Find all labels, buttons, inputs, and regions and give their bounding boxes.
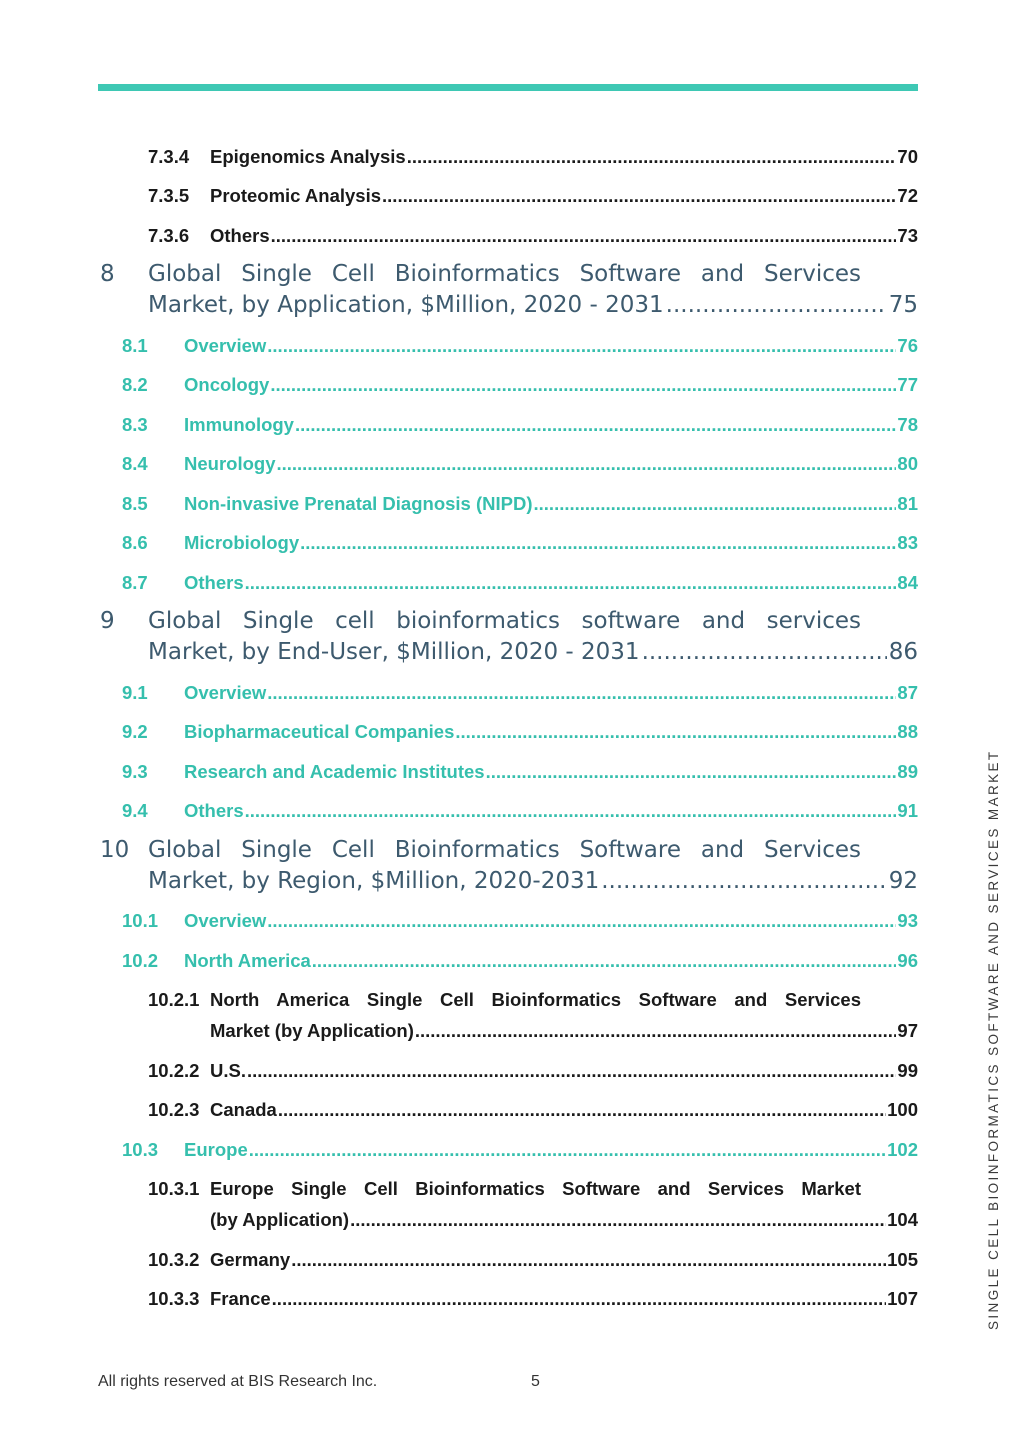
dot-leader: [382, 185, 896, 207]
entry-title-line1: Europe Single Cell Bioinformatics Software and Services Market: [210, 1178, 861, 1199]
entry-title-line2-text: (by Application): [210, 1209, 350, 1230]
entry-number: 10.3: [122, 1139, 159, 1160]
toc-entry-8-1[interactable]: [122, 335, 918, 357]
toc-entry-9-3[interactable]: [122, 761, 918, 783]
dot-leader: [270, 374, 896, 396]
entry-number: 8.6: [122, 532, 148, 553]
entry-page: 76: [897, 335, 918, 356]
entry-title: North America: [184, 950, 311, 971]
dot-leader: [455, 721, 896, 743]
dot-leader: [642, 639, 887, 665]
entry-page: 99: [897, 1060, 918, 1081]
entry-title: U.S.: [210, 1060, 246, 1081]
chapter-title-line2: [148, 868, 918, 894]
entry-page: 105: [887, 1249, 918, 1270]
toc-entry-10-2[interactable]: [122, 950, 918, 972]
chapter-title-line2-text: Market, by Application, $Million, 2020 - 2031: [148, 292, 664, 318]
toc-entry-10-2-3[interactable]: [148, 1099, 918, 1121]
entry-page: 88: [897, 721, 918, 742]
dot-leader: [245, 800, 897, 822]
toc-entry-8-4[interactable]: [122, 453, 918, 475]
entry-title: Overview: [184, 335, 267, 356]
entry-number: 9.3: [122, 761, 148, 782]
entry-page: 100: [887, 1099, 918, 1120]
entry-page: 73: [897, 225, 918, 246]
entry-number: 8.5: [122, 493, 148, 514]
entry-page: 77: [897, 374, 918, 395]
chapter-page: 92: [888, 868, 918, 894]
toc-entry-10-3[interactable]: [122, 1139, 918, 1161]
entry-title: Neurology: [184, 453, 276, 474]
dot-leader: [247, 1060, 896, 1082]
entry-title: Overview: [184, 682, 267, 703]
toc-entry-8-2[interactable]: [122, 374, 918, 396]
entry-number: 9.1: [122, 682, 148, 703]
toc-entry-10-2-2[interactable]: [148, 1060, 918, 1082]
entry-number: 10.2.1: [148, 989, 200, 1010]
entry-page: 93: [897, 910, 918, 931]
entry-title: Germany: [210, 1249, 291, 1270]
chapter-number: 10: [100, 837, 130, 863]
entry-title: Epigenomics Analysis: [210, 146, 406, 167]
dot-leader: [312, 950, 897, 972]
entry-number: 8.7: [122, 572, 148, 593]
dot-leader: [291, 1249, 886, 1271]
toc-entry-9-1[interactable]: [122, 682, 918, 704]
dot-leader: [249, 1139, 886, 1161]
entry-title: Europe: [184, 1139, 248, 1160]
entry-title: Microbiology: [184, 532, 300, 553]
toc-entry-8-6[interactable]: [122, 532, 918, 554]
chapter-title-line2: [148, 639, 918, 665]
entry-number: 10.3.3: [148, 1288, 200, 1309]
entry-title-line2-text: Market (by Application): [210, 1020, 414, 1041]
entry-page: 89: [897, 761, 918, 782]
chapter-title-line2: [148, 292, 918, 318]
entry-number: 8.2: [122, 374, 148, 395]
entry-title: France: [210, 1288, 271, 1309]
entry-number: 10.3.1: [148, 1178, 200, 1199]
chapter-title-line1: Global Single Cell Bioinformatics Software and Services: [148, 837, 861, 863]
entry-page: 80: [897, 453, 918, 474]
toc-entry-9-2[interactable]: [122, 721, 918, 743]
top-accent-bar: [98, 84, 918, 91]
entry-page: 107: [887, 1288, 918, 1309]
entry-number: 8.1: [122, 335, 148, 356]
dot-leader: [534, 493, 897, 515]
entry-title: Biopharmaceutical Companies: [184, 721, 455, 742]
chapter-number: 9: [100, 608, 115, 634]
chapter-title-line1: Global Single cell bioinformatics software and services: [148, 608, 861, 634]
dot-leader: [601, 868, 886, 894]
entry-page: 84: [897, 572, 918, 593]
entry-page: 81: [897, 493, 918, 514]
chapter-number: 8: [100, 261, 115, 287]
entry-title-line1: North America Single Cell Bioinformatics Software and Services: [210, 989, 861, 1010]
entry-title: Others: [184, 800, 244, 821]
dot-leader: [407, 146, 897, 168]
toc-entry-10-3-2[interactable]: [148, 1249, 918, 1271]
entry-number: 7.3.4: [148, 146, 190, 167]
entry-number: 10.2.3: [148, 1099, 200, 1120]
entry-title: Immunology: [184, 414, 294, 435]
chapter-title-line1: Global Single Cell Bioinformatics Software and Services: [148, 261, 861, 287]
entry-title: Proteomic Analysis: [210, 185, 382, 206]
dot-leader: [276, 453, 896, 475]
entry-page: 104: [887, 1209, 918, 1230]
dot-leader: [271, 225, 897, 247]
entry-title: Canada: [210, 1099, 277, 1120]
side-report-title: SINGLE CELL BIOINFORMATICS SOFTWARE AND SERVICES MARKET: [986, 749, 1001, 1330]
entry-title: Oncology: [184, 374, 270, 395]
entry-page: 102: [887, 1139, 918, 1160]
entry-number: 9.2: [122, 721, 148, 742]
entry-number: 8.4: [122, 453, 148, 474]
toc-entry-10-3-3[interactable]: [148, 1288, 918, 1310]
dot-leader: [300, 532, 896, 554]
toc-entry-8-5[interactable]: [122, 493, 918, 515]
entry-number: 10.2: [122, 950, 159, 971]
entry-page: 91: [897, 800, 918, 821]
entry-page: 72: [897, 185, 918, 206]
entry-number: 7.3.6: [148, 225, 190, 246]
dot-leader: [295, 414, 896, 436]
entry-page: 87: [897, 682, 918, 703]
dot-leader: [267, 682, 896, 704]
entry-title-line2: [210, 1020, 918, 1042]
entry-page: 70: [897, 146, 918, 167]
dot-leader: [267, 910, 896, 932]
entry-title: Others: [210, 225, 270, 246]
toc-entry-10-1[interactable]: [122, 910, 918, 932]
chapter-page: 86: [888, 639, 918, 665]
entry-number: 10.1: [122, 910, 159, 931]
dot-leader: [278, 1099, 886, 1121]
chapter-title-line2-text: Market, by Region, $Million, 2020-2031: [148, 868, 600, 894]
toc-entry-8-7[interactable]: [122, 572, 918, 594]
entry-number: 10.2.2: [148, 1060, 200, 1081]
dot-leader: [415, 1020, 897, 1042]
dot-leader: [245, 572, 897, 594]
toc-entry-7-3-4[interactable]: [148, 146, 918, 168]
entry-title: Others: [184, 572, 244, 593]
toc-entry-7-3-5[interactable]: [148, 185, 918, 207]
entry-title: Overview: [184, 910, 267, 931]
toc-entry-9-4[interactable]: [122, 800, 918, 822]
entry-number: 9.4: [122, 800, 148, 821]
entry-number: 10.3.2: [148, 1249, 200, 1270]
toc-entry-7-3-6[interactable]: [148, 225, 918, 247]
toc-entry-8-3[interactable]: [122, 414, 918, 436]
entry-page: 83: [897, 532, 918, 553]
dot-leader: [486, 761, 897, 783]
dot-leader: [350, 1209, 886, 1231]
chapter-page: 75: [888, 292, 918, 318]
entry-title-line2: [210, 1209, 918, 1231]
entry-number: 8.3: [122, 414, 148, 435]
entry-number: 7.3.5: [148, 185, 190, 206]
chapter-title-line2-text: Market, by End-User, $Million, 2020 - 2031: [148, 639, 640, 665]
entry-page: 97: [897, 1020, 918, 1041]
dot-leader: [272, 1288, 886, 1310]
entry-page: 96: [897, 950, 918, 971]
footer-page-number: 5: [531, 1373, 540, 1390]
entry-page: 78: [897, 414, 918, 435]
footer-rights: All rights reserved at BIS Research Inc.: [98, 1373, 378, 1390]
dot-leader: [666, 292, 887, 318]
entry-title: Research and Academic Institutes: [184, 761, 485, 782]
dot-leader: [267, 335, 896, 357]
entry-title: Non-invasive Prenatal Diagnosis (NIPD): [184, 493, 533, 514]
